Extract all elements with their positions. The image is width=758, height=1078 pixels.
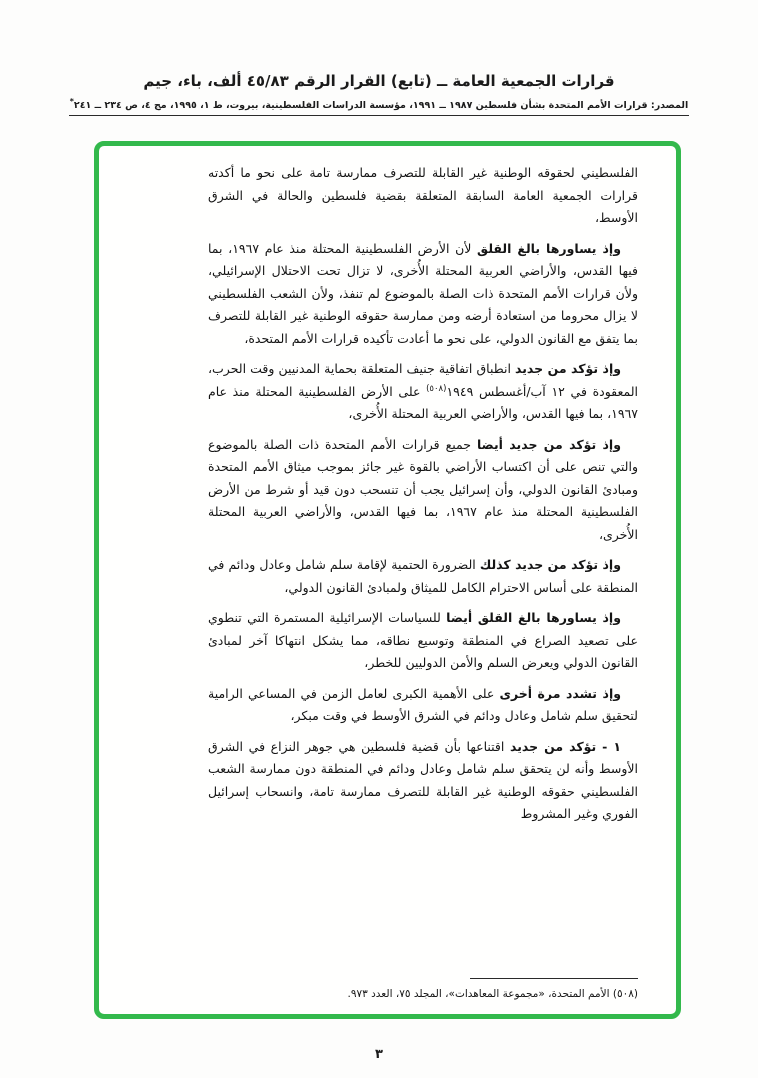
paragraph-text: على الأرض الفلسطينية المحتلة منذ عام ١٩٦٧، بما فيها القدس، والأراضي العربية المحتلة الأُخرى،	[208, 383, 638, 421]
paragraph-text: للسياسات الإسرائيلية المستمرة التي تنطوي على تصعيد الصراع في المنطقة وتوسيع نطاقه، مما يشكل انتهاكا آخر لمبادئ القانون الدولي ويعرض السلم والأمن الدوليين للخطر،	[208, 610, 638, 670]
footnote-text: (٥٠٨) الأمم المتحدة، «مجموعة المعاهدات»، المجلد ٧٥، العدد ٩٧٣.	[347, 987, 638, 1000]
paragraph-lead: وإذ يساورها بالغ القلق أيضا	[446, 610, 621, 625]
paragraph-text: اقتناعها بأن قضية فلسطين هي جوهر النزاع في الشرق الأوسط وأنه لن يتحقق سلم شامل وعادل ودائم في المنطقة دون ممارسة الشعب الفلسطيني حقوقه الوطنية غير القابلة للتصرف ممارسة تامة، وانسحاب إسرائيل الفوري وغير المشروط	[208, 738, 638, 821]
paragraph-text: على الأهمية الكبرى لعامل الزمن في المساعي الرامية لتحقيق سلم شامل وعادل ودائم في الشرق الأوسط في وقت مبكر،	[208, 685, 638, 723]
paragraph	[208, 358, 638, 426]
footnote-ref: (٥٠٨)	[426, 383, 447, 394]
page-header	[0, 0, 758, 116]
resolution-text-block	[208, 162, 638, 834]
paragraph	[208, 238, 638, 351]
source-note-mark: *	[69, 97, 74, 106]
paragraph-text: الفلسطيني لحقوقه الوطنية غير القابلة للتصرف ممارسة تامة على نحو ما أكدته قرارات الجمعية العامة السابقة المتعلقة بقضية فلسطين والحالة في الشرق الأوسط،	[208, 165, 638, 225]
paragraph	[208, 683, 638, 728]
source-line	[70, 97, 688, 111]
paragraph-lead: ١ - تؤكد من جديد	[510, 738, 622, 754]
paragraph-lead: وإذ تؤكد من جديد كذلك	[479, 557, 621, 572]
source-text: المصدر: قرارات الأمم المتحدة بشأن فلسطين ١٩٨٧ ــ ١٩٩١، مؤسسة الدراسات الفلسطينية، بيروت، ط ١، ١٩٩٥، مج ٤، ص ٢٣٤ ــ ٢٤١	[73, 100, 689, 112]
paragraph-lead: وإذ تؤكد من جديد	[515, 361, 621, 376]
paragraph-text: جميع قرارات الأمم المتحدة ذات الصلة بالموضوع والتي تنص على أن اكتساب الأراضي بالقوة غير جائز بموجب ميثاق الأمم المتحدة ومبادئ القانون الدولي، وأن إسرائيل يجب أن تنسحب دون قيد أو شرط من الأرض الفلسطينية المحتلة منذ عام ١٩٦٧، بما فيها القدس، والأراضي العربية المحتلة الأُخرى،	[208, 436, 638, 542]
page-title: قرارات الجمعية العامة ــ (تابع) القرار الرقم ٤٥/٨٣ ألف، باء، جيم	[143, 72, 615, 90]
paragraph-lead: وإذ تؤكد من جديد أيضا	[476, 436, 621, 452]
highlight-border-box	[94, 141, 681, 1019]
footnote-area	[198, 978, 638, 1002]
paragraph	[208, 162, 638, 230]
paragraph-text: الضرورة الحتمية لإقامة سلم شامل وعادل ودائم في المنطقة على أساس الاحترام الكامل للميثاق ولمبادئ القانون الدولي،	[208, 557, 638, 595]
page-number: ٣	[375, 1047, 383, 1062]
paragraph	[208, 554, 638, 599]
paragraph-text: انطباق اتفاقية جنيف المتعلقة بحماية المدنيين وقت الحرب، المعقودة في ١٢ آب/أغسطس ١٩٤٩	[208, 361, 639, 399]
header-divider	[69, 115, 689, 116]
paragraph-text: لأن الأرض الفلسطينية المحتلة منذ عام ١٩٦٧، بما فيها القدس، والأراضي العربية المحتلة الأُخرى، لا تزال تحت الاحتلال الإسرائيلي، ولأن قرارات الأمم المتحدة ذات الصلة بالموضوع لم تنفذ، ولأن الشعب الفلسطيني لا يزال محروما من استعادة أرضه ومن ممارسة حقوقه الوطنية غير القابلة للتصرف بما يتفق مع القانون الدولي، على نحو ما أعادت تأكيده قرارات الأمم المتحدة،	[208, 240, 638, 346]
paragraph	[208, 607, 638, 675]
paragraph	[208, 736, 638, 826]
paragraph	[208, 434, 638, 547]
paragraph-lead: وإذ يساورها بالغ القلق	[477, 240, 621, 256]
footnote-separator	[470, 978, 638, 979]
paragraph-lead: وإذ تشدد مرة أخرى	[499, 685, 621, 701]
